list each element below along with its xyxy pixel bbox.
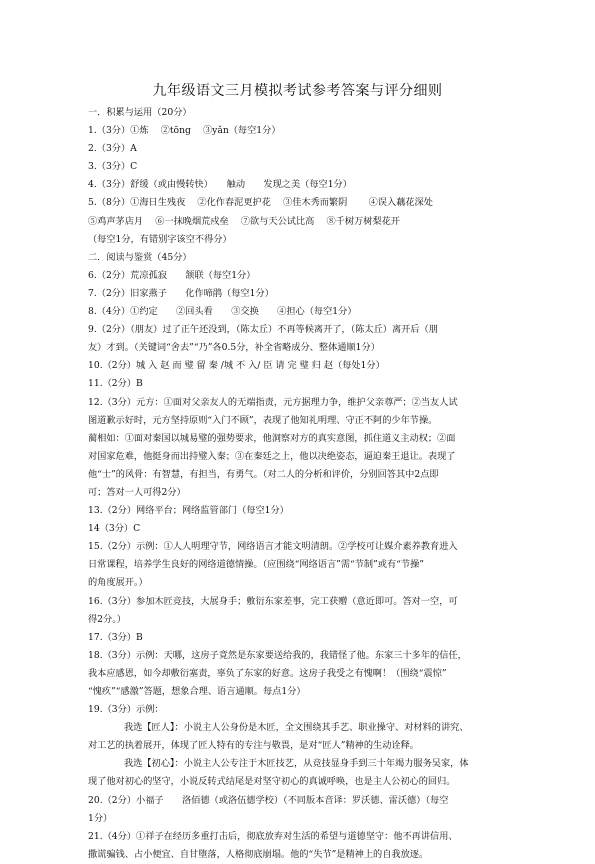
section-heading-1: 一．积累与运用（20分） — [88, 107, 192, 118]
answer-line: 6.（2分）荒凉孤寂 颔联（每空1分） — [88, 269, 256, 281]
answer-line: 20.（2分）小福子 洛佰德（或洛伍德学校）（不同版本音译：罗沃德、雷沃德）（每空 — [88, 794, 449, 806]
answer-line: 1分） — [88, 812, 113, 824]
answer-content — [88, 104, 524, 864]
answer-line: 13.（2分）网络平台；网络监管部门（每空1分） — [88, 505, 289, 517]
answer-line: 17.（3分）B — [88, 631, 143, 643]
page-title: 九年级语文三月模拟考试参考答案与评分细则 — [152, 83, 443, 99]
answer-line: 21.（4分）①祥子在经历多重打击后，彻底放弃对生活的希望与道德坚守：他不再讲信用、 — [88, 830, 458, 842]
section-heading-2: 二．阅读与鉴赏（45分） — [88, 251, 192, 263]
answer-line: 19.（3分）示例： — [88, 704, 164, 716]
answer-line: 7.（2分）旧家燕子 化作啼鹃（每空1分） — [88, 287, 274, 299]
answer-line: 对国家危难，他挺身而出持璧入秦；③在秦廷之上，他以决绝姿态，逼迫秦王退让。表现了 — [88, 450, 456, 462]
answer-line: 可；答对一人可得2分） — [88, 486, 186, 498]
answer-line: 撒谎骗钱、占小便宜、自甘堕落，人格彻底崩塌。他的“失节”是精神上的自我放逐。 — [88, 848, 429, 860]
answer-line: 对工艺的执着展开，体现了匠人特有的专注与敬畏，是对“匠人”精神的生动诠释。 — [88, 740, 419, 752]
answer-line: 他“士”的风骨：有智慧，有担当，有勇气。（对二人的分析和评价，分别回答其中2点即 — [88, 468, 439, 480]
answer-line: 10.（2分）城 入 赵 而 璧 留 秦 /城 不 入/ 臣 请 完 璧 归 赵（每处1分） — [88, 360, 385, 372]
answer-line: “愧疚”“感激”答题，想象合理、语言通顺。每点1分） — [88, 686, 306, 697]
answer-line: 11.（2分）B — [88, 378, 143, 390]
answer-line: 得2分。） — [88, 613, 126, 625]
answer-line: 18.（3分）示例：天哪，这房子竟然是东家要送给我的，我错怪了他。东家三十多年的信任， — [88, 649, 467, 661]
answer-line: 现了他对初心的坚守，小说反转式结尾是对坚守初心的真诚呼唤，也是主人公初心的回归。 — [88, 776, 456, 788]
answer-line: 1.（3分）①炼 ②tōng ③yǎn（每空1分） — [88, 125, 281, 137]
answer-line: 2.（3分）A — [88, 143, 137, 155]
answer-line: 我选【匠人】：小说主人公身份是木匠，全文围绕其手艺、职业操守、对材料的讲究、 — [124, 722, 469, 734]
answer-line: 15.（2分）示例：①人人明理守节，网络语言才能文明清朗。②学校可让媒介素养教育进入 — [88, 541, 458, 553]
answer-line: 16.（3分）参加木匠竞技，大展身手；敷衍东家差事，完工获赠（意近即可。答对一空，可 — [88, 595, 458, 607]
answer-line: 蔺相如：①面对秦国以城易璧的强势要求，他洞察对方的真实意图，抓住道义主动权；②面 — [88, 432, 456, 444]
answer-line: 我选【初心】：小说主人公专注于木匠技艺，从竞技显身手到三十年竭力服务吴家，体 — [124, 758, 469, 770]
answer-line: 4.（3分）舒缓（或由慢转快） 触动 发现之美（每空1分） — [88, 179, 352, 191]
answer-line: 12.（3分）元方：①面对父亲友人的无端指责，元方据理力争，维护父亲尊严；②当友人试 — [88, 396, 458, 408]
answer-line: 日常课程，培养学生良好的网络道德情操。（应围绕“网络语言”需“节制”或有“节操” — [88, 559, 424, 571]
answer-line: 14（3分）C — [88, 523, 141, 535]
answer-line: 9.（2分）（朋友）过了正午还没到，（陈太丘）不再等候离开了，（陈太丘）离开后（朋 — [88, 324, 438, 336]
answer-line: 3.（3分）C — [88, 161, 138, 173]
answer-line: ⑤鸡声茅店月 ⑥一抹晚烟荒戍垒 ⑦欲与天公试比高 ⑧千树万树梨花开 — [88, 215, 400, 227]
answer-line: 5.（8分）①海日生残夜 ②化作春泥更护花 ③佳木秀而繁阴 ④误入藕花深处 — [88, 197, 433, 209]
answer-line: 图道歉示好时，元方坚持原则“入门不顾”，表现了他知礼明理、守正不阿的少年节操。 — [88, 414, 438, 426]
answer-line: 的角度展开。） — [88, 577, 148, 589]
answer-line: （每空1分，有错别字该空不得分） — [88, 233, 232, 245]
answer-line: 我本应感恩，如今却敷衍塞责，辜负了东家的好意。这房子我受之有愧啊！（围绕“震惊” — [88, 667, 447, 679]
answer-line: 8.（4分）①约定 ②回头看 ③交换 ④担心（每空1分） — [88, 306, 357, 318]
answer-line: 友）才到。（关键词“舍去”“乃”各0.5分，补全省略成分、整体通顺1分） — [88, 342, 380, 354]
